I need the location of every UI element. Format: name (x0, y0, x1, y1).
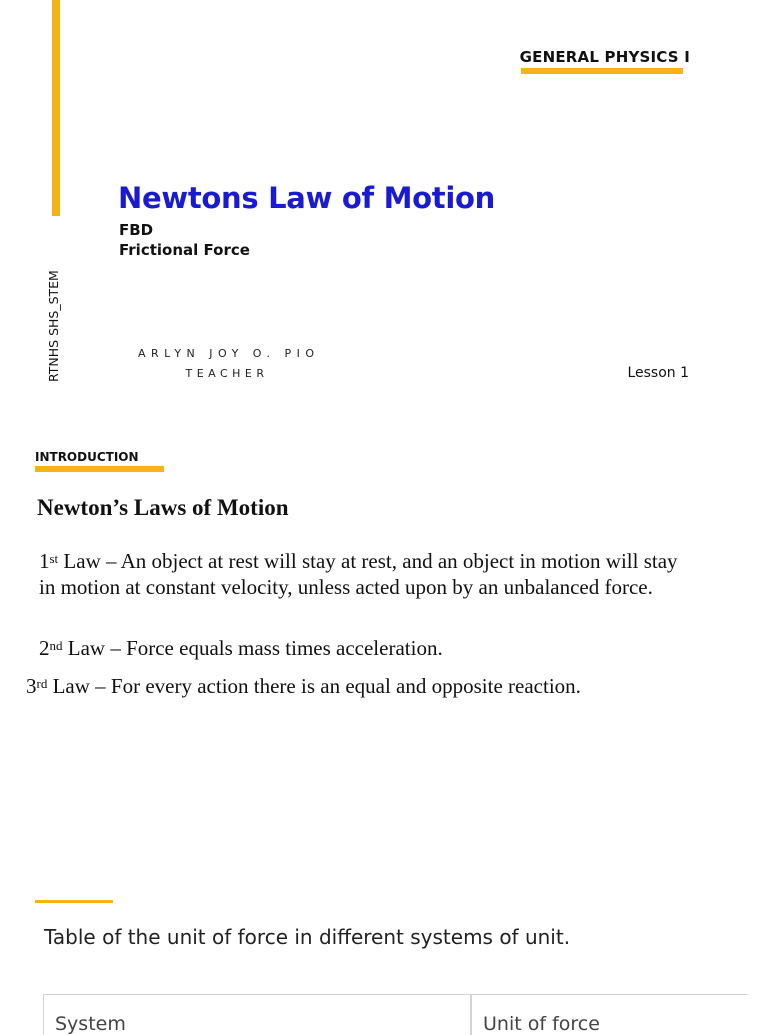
law-first: 1st Law – An object at rest will stay at rest, and an object in motion will stay in motion at constant velocity, unless acted upon by an unbalanced force. (39, 549, 678, 599)
table-accent-line (35, 900, 113, 903)
unit-table (43, 994, 748, 1035)
course-underline (521, 68, 683, 74)
course-title: GENERAL PHYSICS I (519, 48, 690, 66)
law-second: 2nd Law – Force equals mass times acceleration. (39, 636, 443, 660)
table-header-system: System (44, 995, 472, 1035)
author-role: TEACHER (185, 367, 269, 380)
subtitle-frictional-force: Frictional Force (119, 241, 250, 259)
section-heading: Newton’s Laws of Motion (37, 495, 289, 520)
section-label: INTRODUCTION (35, 450, 139, 464)
author-name: ARLYN JOY O. PIO (138, 347, 320, 360)
table-header-unit: Unit of force (483, 1013, 600, 1035)
table-caption: Table of the unit of force in different systems of unit. (44, 925, 571, 949)
section-underline (35, 466, 164, 472)
law-third: 3rd Law – For every action there is an equal and opposite reaction. (26, 674, 581, 698)
accent-bar-vertical (52, 0, 60, 216)
lesson-label: Lesson 1 (627, 365, 689, 381)
page-title: Newtons Law of Motion (118, 181, 495, 215)
subtitle-fbd: FBD (119, 221, 154, 239)
school-label: RTNHS SHS_STEM (46, 270, 61, 382)
